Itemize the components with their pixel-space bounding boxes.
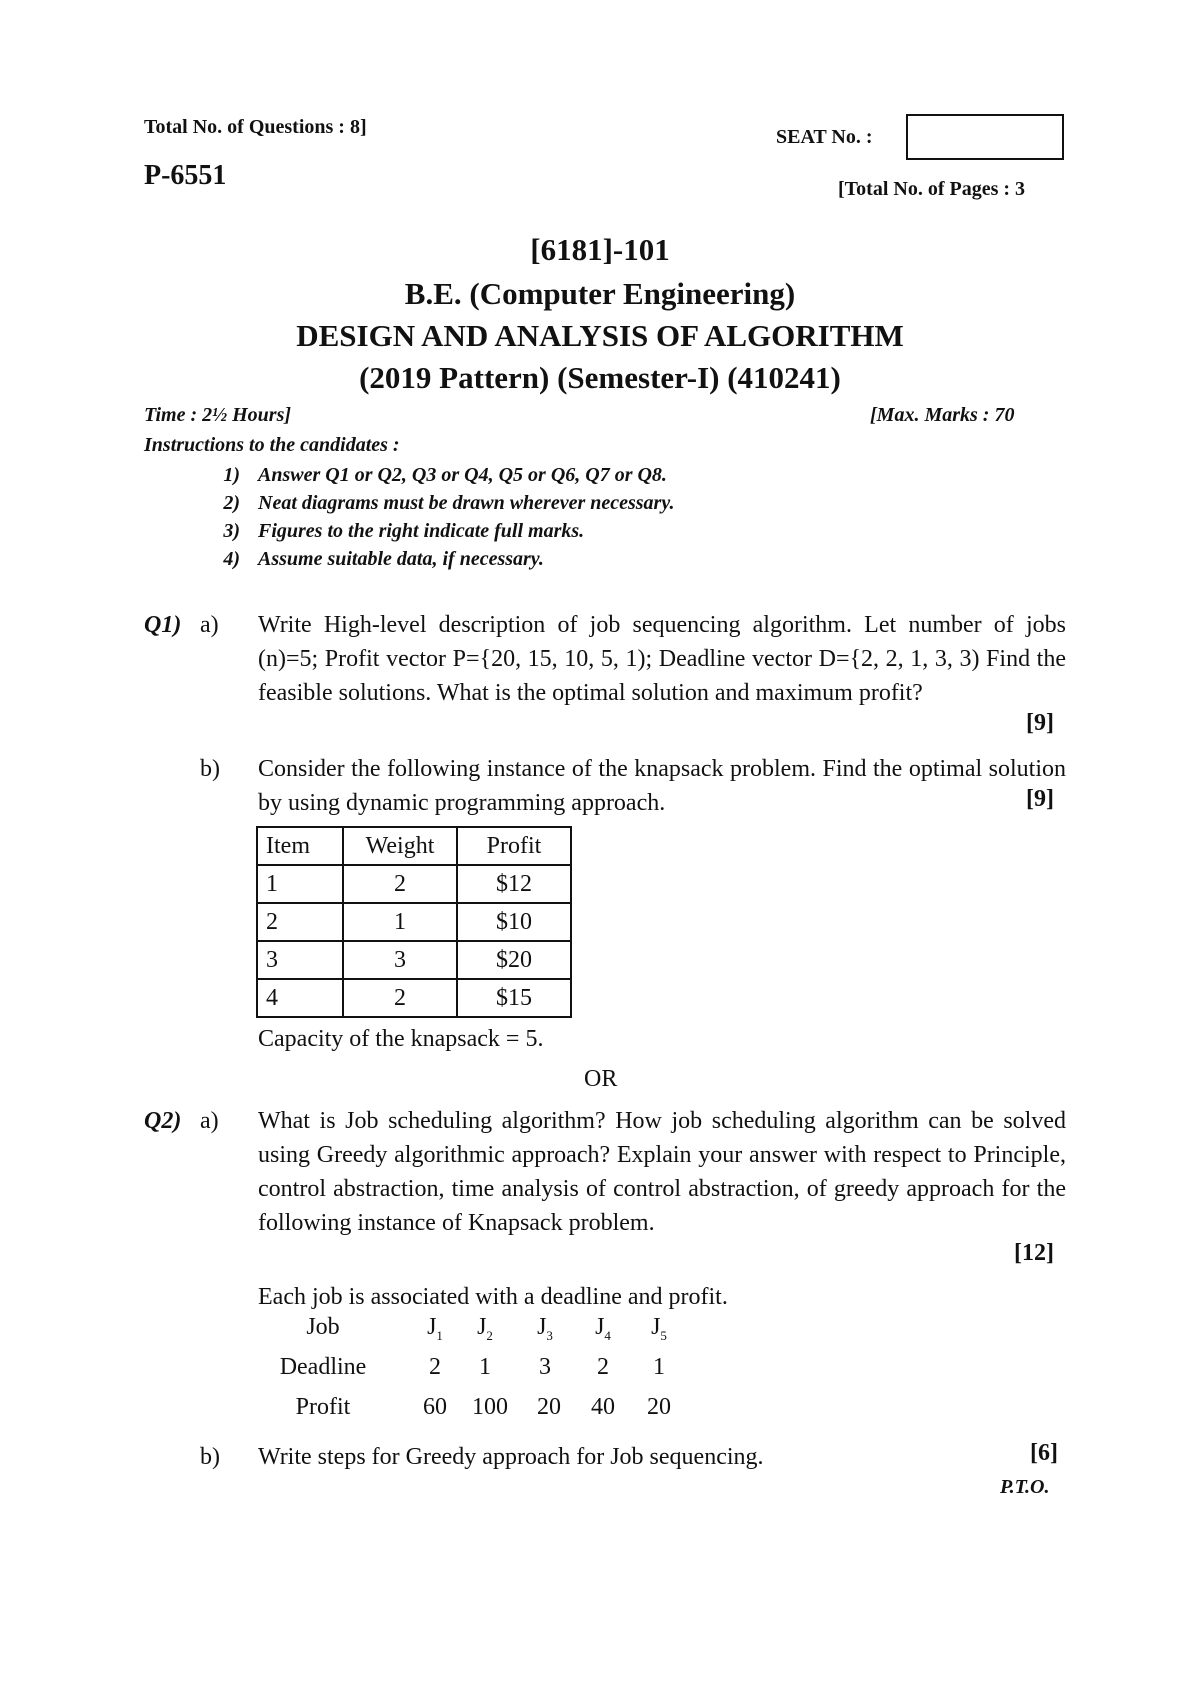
subject-name: DESIGN AND ANALYSIS OF ALGORITHM [296, 318, 904, 353]
profit-cell: 20 [647, 1394, 671, 1420]
instruction-text: Answer Q1 or Q2, Q3 or Q4, Q5 or Q6, Q7 or Q8. [258, 464, 667, 486]
table-row [257, 865, 571, 903]
instruction-text: Neat diagrams must be drawn wherever necessary. [258, 492, 675, 514]
q2b-text: Write steps for Greedy approach for Job sequencing. [258, 1444, 764, 1470]
table-cell: 3 [343, 941, 457, 979]
job-subscript: 5 [660, 1327, 667, 1343]
job-subscript: 1 [436, 1327, 443, 1343]
max-marks: [Max. Marks : 70 [870, 404, 1015, 426]
job-header [578, 1314, 628, 1344]
profit-cell: 100 [472, 1394, 508, 1420]
job-letter: J [477, 1314, 487, 1340]
table-cell: 2 [343, 865, 457, 903]
job-row-label: Job [306, 1314, 340, 1340]
pto-note: P.T.O. [1000, 1476, 1050, 1498]
table-row [257, 903, 571, 941]
profit-cell: 40 [591, 1394, 615, 1420]
table-header: Item [257, 827, 343, 865]
q1b-text: Consider the following instance of the knapsack problem. Find the optimal solution by using dynamic programming approach. [258, 756, 1066, 816]
paper-code: P-6551 [144, 160, 227, 191]
table-header-row [257, 827, 571, 865]
instruction-number: 2) [223, 492, 240, 514]
instruction-number: 3) [223, 520, 240, 542]
seat-number-box[interactable] [906, 114, 1064, 160]
deadline-cell: 1 [653, 1354, 665, 1380]
q2a-note: Each job is associated with a deadline and profit. [258, 1284, 728, 1310]
total-pages: [Total No. of Pages : 3 [838, 178, 1026, 200]
q1b-marks: [9] [1026, 786, 1054, 812]
total-questions: Total No. of Questions : 8] [144, 116, 367, 138]
job-letter: J [537, 1314, 547, 1340]
q2b-label: b) [200, 1444, 220, 1470]
table-cell: $15 [457, 979, 571, 1017]
table-cell: 2 [257, 903, 343, 941]
pattern-line: (2019 Pattern) (Semester-I) (410241) [359, 360, 841, 395]
job-subscript: 3 [546, 1327, 553, 1343]
knapsack-table [256, 826, 572, 1018]
deadline-cell: 3 [539, 1354, 551, 1380]
table-header: Profit [457, 827, 571, 865]
seat-label: SEAT No. : [776, 126, 873, 148]
job-header [520, 1314, 570, 1344]
q2a-label: a) [200, 1108, 219, 1134]
profit-row-label: Profit [295, 1394, 351, 1420]
table-row [257, 979, 571, 1017]
table-cell: $10 [457, 903, 571, 941]
table-cell: $20 [457, 941, 571, 979]
table-header: Weight [343, 827, 457, 865]
deadline-cell: 1 [479, 1354, 491, 1380]
exam-code: [6181]-101 [530, 232, 670, 267]
deadline-row-label: Deadline [279, 1354, 367, 1380]
job-header [460, 1314, 510, 1344]
q2a-text: What is Job scheduling algorithm? How job scheduling algorithm can be solved using Greedy algorithmic approach? Explain your answer with respect to Principle, control abstraction, time analysis of control abstraction, of greedy approach for the following instance of Knapsack problem. [258, 1108, 1066, 1236]
profit-cell: 60 [423, 1394, 447, 1420]
instruction-text: Figures to the right indicate full marks. [258, 520, 585, 542]
table-cell: 2 [343, 979, 457, 1017]
instruction-text: Assume suitable data, if necessary. [258, 548, 544, 570]
job-subscript: 2 [486, 1327, 493, 1343]
table-cell: $12 [457, 865, 571, 903]
job-letter: J [595, 1314, 605, 1340]
table-cell: 1 [343, 903, 457, 941]
q1a-text: Write High-level description of job sequencing algorithm. Let number of jobs (n)=5; Profit vector P={20, 15, 10, 5, 1); Deadline vector D={2, 2, 1, 3, 3) Find the feasible solutions. What is the optimal solution and maximum profit? [258, 612, 1066, 706]
table-cell: 3 [257, 941, 343, 979]
deadline-cell: 2 [429, 1354, 441, 1380]
q2a-marks: [12] [1014, 1240, 1054, 1266]
instruction-number: 4) [223, 548, 240, 570]
knapsack-capacity: Capacity of the knapsack = 5. [258, 1026, 544, 1052]
deadline-cell: 2 [597, 1354, 609, 1380]
q1a-label: a) [200, 612, 219, 638]
job-header [634, 1314, 684, 1344]
profit-cell: 20 [537, 1394, 561, 1420]
q2-label: Q2) [144, 1108, 182, 1134]
or-separator: OR [584, 1066, 618, 1092]
table-cell: 1 [257, 865, 343, 903]
table-row [257, 941, 571, 979]
job-header [410, 1314, 460, 1344]
job-subscript: 4 [604, 1327, 611, 1343]
q1a-marks: [9] [1026, 710, 1054, 736]
q1-label: Q1) [144, 612, 182, 638]
exam-time: Time : 2½ Hours] [144, 404, 292, 426]
instructions-heading: Instructions to the candidates : [144, 434, 400, 456]
job-letter: J [651, 1314, 661, 1340]
job-letter: J [427, 1314, 437, 1340]
q1b-label: b) [200, 756, 220, 782]
instruction-number: 1) [223, 464, 240, 486]
instructions-list [0, 464, 1200, 584]
course-name: B.E. (Computer Engineering) [404, 276, 796, 311]
table-cell: 4 [257, 979, 343, 1017]
q2b-marks: [6] [1030, 1440, 1058, 1466]
